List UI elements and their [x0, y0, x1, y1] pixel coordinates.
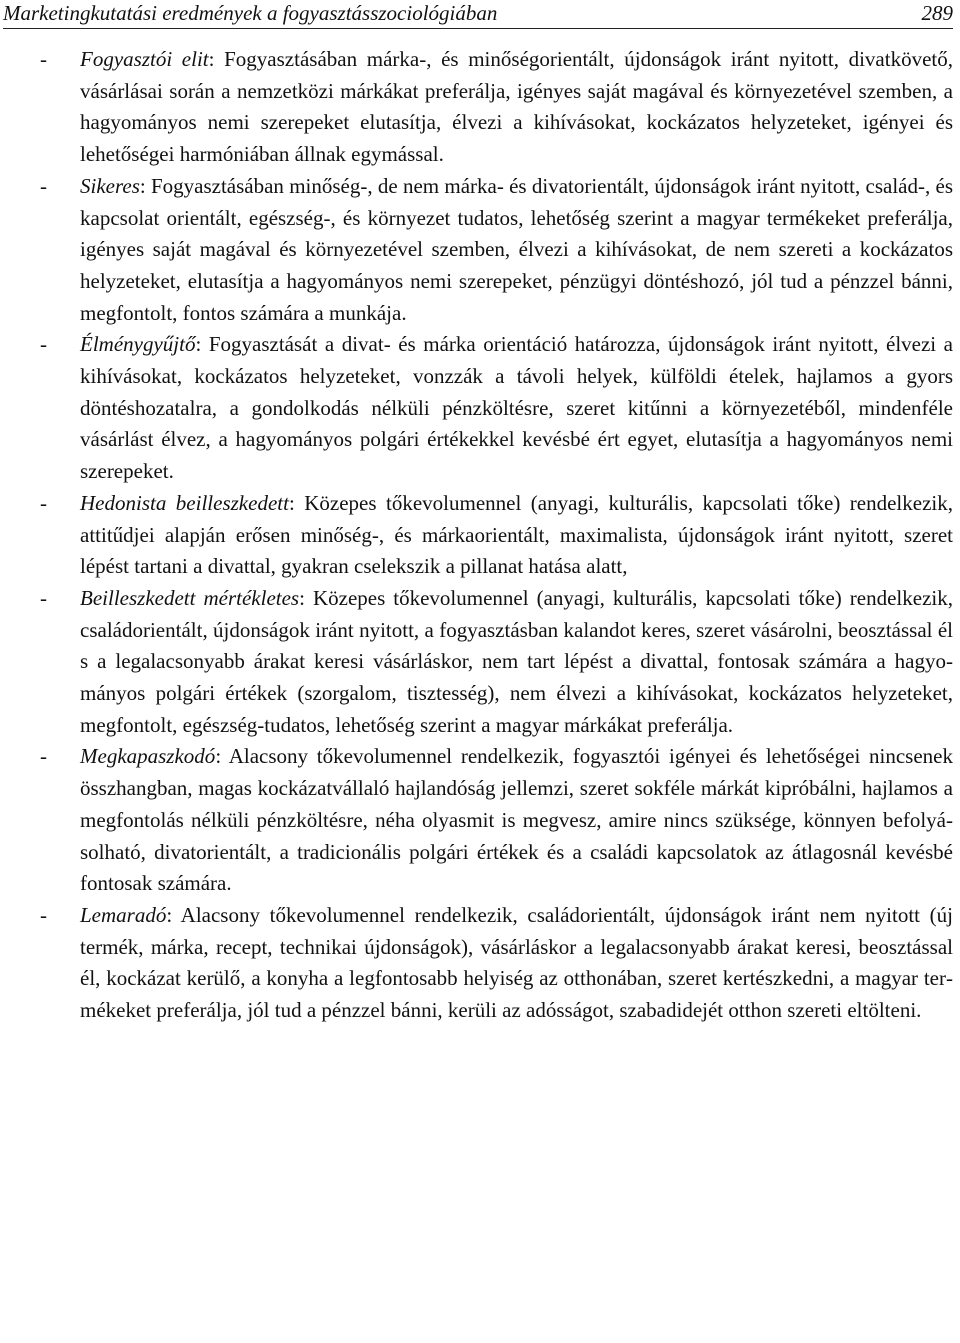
page-number: 289 [921, 1, 953, 25]
list-item-fogyasztoi-elit [40, 44, 953, 171]
item-term: Lemaradó [80, 902, 167, 927]
list-item-elmenygyujto [40, 329, 953, 488]
item-term: Beilleszkedett mértékletes [80, 585, 300, 610]
item-term: Hedonista beilleszkedett [80, 490, 289, 515]
list-item-beilleszkedett-mertekletes [40, 583, 953, 742]
list-item-lemarado [40, 900, 953, 1027]
list-dash: - [40, 490, 47, 515]
item-term: Megkapaszkodó [80, 744, 216, 769]
running-header [3, 0, 953, 29]
item-text: : Közepes tőkevolumennel (anyagi, kulturális, kapcsolati tőke) rendelkezik, családorientált, újdonságok iránt nyitott, a fogyasztásban kalandot keres, szeret vásárolni, beosztással él s a legalacsonyabb árakat keresi vásárláskor, nem tart lépést a divattal, fontosak számára a hagyományos polgári értékek (szorgalom, tisztesség), nem élvezi a kihívásokat, kockázatos helyzeteket, megfontolt, egészség-tudatos, lehetőség szerint a magyar márkákat preferálja. [80, 585, 953, 737]
item-term: Fogyasztói elit [80, 47, 209, 71]
list-dash: - [40, 585, 47, 610]
item-text: : Fogyasztásában márka-, és minőségorientált, újdonságok iránt nyitott, divatkövető, vásárlásai során a nemzetközi márkákat preferálja, igényes saját magával és környezetével szemben, a hagyományos nemi szerepeket elutasítja, élvezi a kihívásokat, kockázatos helyzeteket, igényei és lehetőségei harmóniában állnak egymással. [80, 47, 953, 167]
document-body [40, 44, 953, 1027]
item-text: : Fogyasztásában minőség-, de nem márka- és divatorientált, újdonságok iránt nyitott, család-, és kapcsolat orientált, egészség-, és környezet tudatos, lehetőség szerint a magyar termékeket preferálja, igényes saját magával és környezetével szemben, élvezi a kihívásokat, de nem szereti a kockázatos helyzeteket, elutasítja a hagyományos nemi szerepeket, pénzügyi döntéshozó, jól tud a pénzzel bánni, megfontolt, fontos számára a munkája. [80, 173, 953, 325]
header-title: Marketingkutatási eredmények a fogyasztásszociológiában [3, 1, 498, 25]
item-text: : Alacsony tőkevolumennel rendelkezik, családorientált, újdonságok iránt nem nyitott (új termék, márka, recept, technikai újdonságok), vásárláskor a legalacsonyabb árakat keresi, beosztással él, kockázat kerülő, a konyha a legfontosabb helyiség az otthonában, szeret kertészkedni, a magyar termékeket preferálja, jól tud a pénzzel bánni, kerüli az adósságot, szabadidejét otthon szereti eltölteni. [80, 902, 953, 1023]
item-text: : Fogyasztását a divat- és márka orientáció határozza, újdonságok iránt nyitott, élvezi a kihívásokat, kockázatos helyzeteket, vonzzák a távoli helyek, külföldi ételek, hajlamos a gyors döntéshozatalra, a gondolkodás nélküli pénzköltésre, szeret kitűnni a környezetéből, mindenféle vásárlást élvez, a hagyományos polgári értékekkel kevésbé ért egyet, elutasítja a hagyományos nemi szerepeket. [80, 332, 953, 484]
list-dash: - [40, 744, 47, 769]
list-dash: - [40, 47, 47, 71]
list-item-megkapaszkodo [40, 741, 953, 900]
list-item-hedonista-beilleszkedett [40, 488, 953, 583]
item-term: Sikeres [80, 173, 140, 198]
item-text: : Alacsony tőkevolumennel rendelkezik, fogyasztói igényei és lehetőségei nincsenek összhangban, magas kockázatvállaló hajlandóság jellemzi, szeret sokféle márkát kipróbálni, hajlamos a megfontolás nélküli pénzköltésre, néha olyasmit is megvesz, amire nincs szüksége, könnyen befolyásolható, divatorientált, a tradicionális polgári értékek és a családi kapcsolatok az átlagosnál kevésbé fontosak számára. [80, 744, 953, 896]
item-term: Élménygyűjtő [80, 332, 196, 357]
list-dash: - [40, 902, 47, 927]
list-dash: - [40, 173, 47, 198]
item-text: : Közepes tőkevolumennel (anyagi, kulturális, kapcsolati tőke) rendelkezik, attitűdjei alapján erősen minőség-, és márkaorientált, maximalista, újdonságok iránt nyitott, szeret lépést tartani a divattal, gyakran cselekszik a pillanat hatása alatt, [80, 490, 953, 579]
list-dash: - [40, 332, 47, 357]
list-item-sikeres [40, 171, 953, 330]
